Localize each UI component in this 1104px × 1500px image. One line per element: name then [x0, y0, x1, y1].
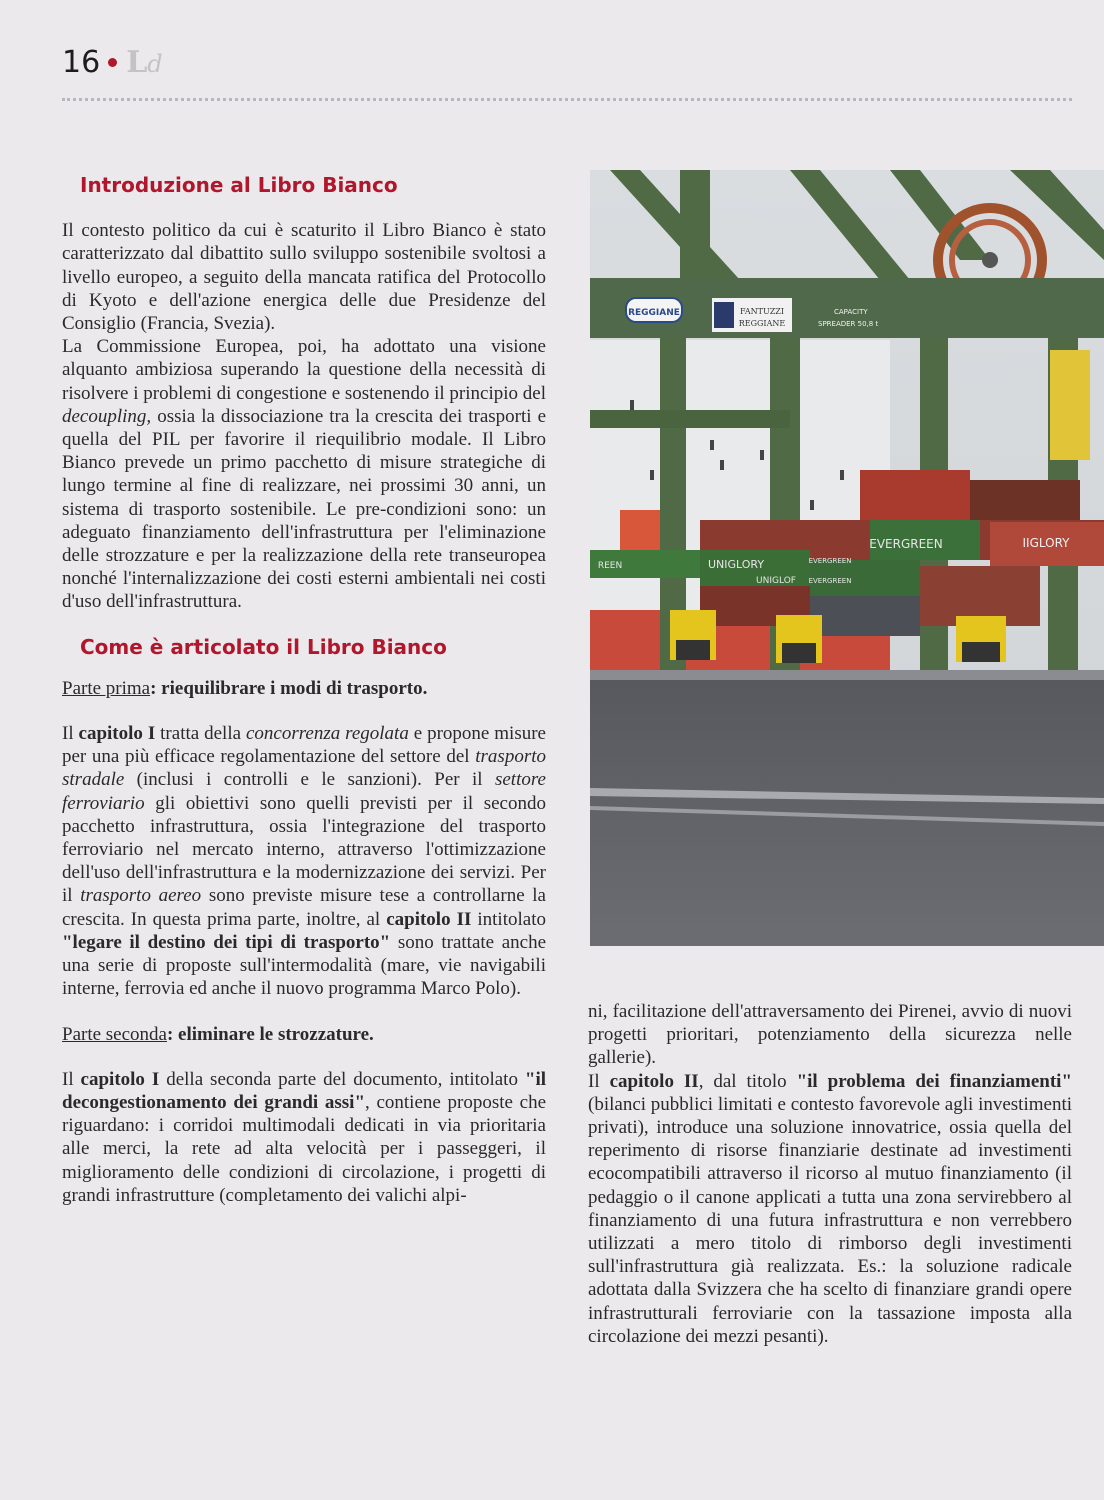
paragraph-capitolo-i-parte-seconda: [62, 1068, 546, 1207]
part-two-heading: : eliminare le strozzature.: [166, 1023, 374, 1045]
text-run: Il: [588, 1070, 610, 1092]
logo-sub: d: [147, 49, 163, 78]
part-two-label: Parte seconda: [62, 1023, 167, 1045]
paragraph-valichi: ni, facilitazione dell'attraversamento dei Pirenei, avvio di nuovi progetti prioritari, potenziamento della sicurezza nelle gallerie).: [588, 1001, 1072, 1069]
section-heading-articolato: Come è articolato il Libro Bianco: [80, 634, 447, 659]
container-reen: REEN: [597, 561, 623, 571]
paragraph-capitolo-ii-finanziamenti: [588, 1070, 1072, 1348]
text-run: , dal titolo: [698, 1070, 797, 1092]
text-run: ossia la dissociazione tra la crescita dei trasporti e quella del PIL per favorire il riequilibrio modale. Il Libro Bianco prevede un primo pacchetto di misure strategiche di lungo termine al fine di realizzare, nei prossimi 30 anni, un sistema di trasporto sostenibile. Le pre-condizioni sono: un adeguato finanziamento dell'infrastruttura per l'eliminazione delle strozzature e per la realizzazione della rete transeuropea nonché l'internalizzazione dei costi esterni ambientali nei costi d'uso dell'infrastruttura.: [62, 405, 546, 613]
crane-label-reggiane: REGGIANE: [628, 308, 680, 318]
part-one-heading: : riequilibrare i modi di trasporto.: [150, 677, 428, 699]
logo-main: L: [126, 44, 148, 80]
bold-quote: "il problema dei finanziamenti": [796, 1070, 1072, 1092]
paragraph-contesto: Il contesto politico da cui è scaturito il Libro Bianco è stato caratterizzato dal dibattito sullo sviluppo sostenibile svoltosi a livello europeo, a seguito della mancata ratifica del Protocollo di Kyoto e dell'azione energica delle due Presidenze del Consiglio (Francia, Svezia).: [62, 220, 546, 335]
bold-quote: "legare il destino dei tipi di trasporto": [62, 931, 391, 953]
text-run: (inclusi i controlli e le sanzioni). Per il: [124, 769, 495, 791]
container-uniglory: UNIGLORY: [707, 558, 765, 571]
emphasis: concorrenza regolata: [245, 723, 409, 745]
text-run: Il: [62, 1068, 81, 1090]
crane-spreader-label: SPREADER 50,8 t: [818, 320, 879, 328]
bold-capitolo: capitolo II: [609, 1070, 699, 1092]
page-header: [62, 42, 163, 82]
paragraph-commissione: [62, 335, 546, 613]
container-iiglory: IIGLORY: [1022, 536, 1070, 550]
container-uniglof: UNIGLOF: [756, 576, 796, 586]
port-crane-photo: [590, 170, 1104, 946]
bold-capitolo: capitolo I: [80, 1068, 160, 1090]
bold-quote: "il decongestionamento dei grandi assi": [62, 1068, 546, 1113]
text-run: , contiene proposte che riguardano: i corridoi multimodali dedicati in via prioritaria alle merci, la rete ad alta velocità per i passeggeri, il miglioramento delle condizioni di circolazione, i progetti di grandi infrastrutture (completamento dei valichi alpi-: [62, 1091, 547, 1206]
emphasis-decoupling: decoupling,: [62, 405, 152, 427]
bold-capitolo: capitolo II: [386, 908, 472, 930]
crane-label-fantuzzi: FANTUZZI: [740, 307, 784, 316]
emphasis: settore ferroviario: [62, 769, 546, 814]
part-one-title: [62, 677, 546, 700]
paragraph-capitolo-i: [62, 722, 546, 1000]
text-run: (bilanci pubblici limitati e contesto favorevole agli investimenti privati), introduce una soluzione innovatrice, ossia quella del reperimento di risorse finanziarie destinate ad investimenti ecocompatibili attraverso il ricorso al mutuo finanziamento (il pedaggio o il canone applicati a tutta una zona servirebbero al finanziamento di una futura infrastruttura e non verrebbero utilizzati a mero titolo di rimborso degli investimenti sull'infrastruttura già realizzata. Es.: la soluzione radicale adottata dalla Svizzera che ha scelto di finanziare grandi opere infrastrutturali ferroviarie con la tassazione imposta alla circolazione dei mezzi pesanti).: [588, 1093, 1072, 1347]
container-evergreen: EVERGREEN: [869, 537, 943, 551]
crane-capacity-label: CAPACITY: [834, 308, 868, 316]
part-two-title: [62, 1023, 546, 1046]
text-run: gli obiettivi sono quelli previsti per il secondo pacchetto infrastruttura, ossia l'integrazione del trasporto ferroviario nel mercato interno, attraverso l'ottimizzazione dell'uso dell'infrastruttura e la modernizzazione dei servizi. Per il: [62, 792, 546, 907]
text-run: intitolato: [471, 908, 546, 930]
text-run: sono trattate anche una serie di proposte sull'intermodalità (mare, vie navigabili interne, ferrovia ed anche il nuovo programma Marco Polo).: [62, 931, 547, 1000]
container-evergreen-small-2: EVERGREEN: [808, 577, 852, 585]
crane-label-reggiane-2: REGGIANE: [738, 319, 786, 328]
right-column: [588, 1000, 1072, 1348]
text-run: La Commissione Europea, poi, ha adottato una visione alquanto ambiziosa superando la questione della necessità di risolvere i problemi di congestione e sostenendo il principio del: [62, 336, 546, 404]
dotted-divider: [62, 98, 1072, 101]
text-run: tratta della: [155, 723, 246, 745]
text-run: e propone misure per una più efficace regolamentazione del settore del: [62, 723, 546, 768]
bullet-dot: [108, 58, 117, 67]
port-crane-illustration: [590, 170, 1104, 946]
section-heading-introduzione: Introduzione al Libro Bianco: [80, 173, 398, 197]
emphasis: trasporto aereo: [80, 885, 202, 907]
page-number: 16: [62, 44, 101, 80]
text-run: della seconda parte del documento, intitolato: [159, 1068, 525, 1090]
emphasis: trasporto stradale: [62, 746, 546, 791]
container-evergreen-small: EVERGREEN: [808, 557, 852, 565]
part-one-label: Parte prima: [62, 677, 151, 699]
text-run: sono previste misure tese a controllarne la crescita. In questa prima parte, inoltre, al: [62, 885, 546, 930]
magazine-logo: [126, 45, 162, 80]
text-run: Il: [62, 723, 79, 745]
bold-capitolo: capitolo I: [78, 723, 156, 745]
left-column: [62, 174, 546, 1207]
